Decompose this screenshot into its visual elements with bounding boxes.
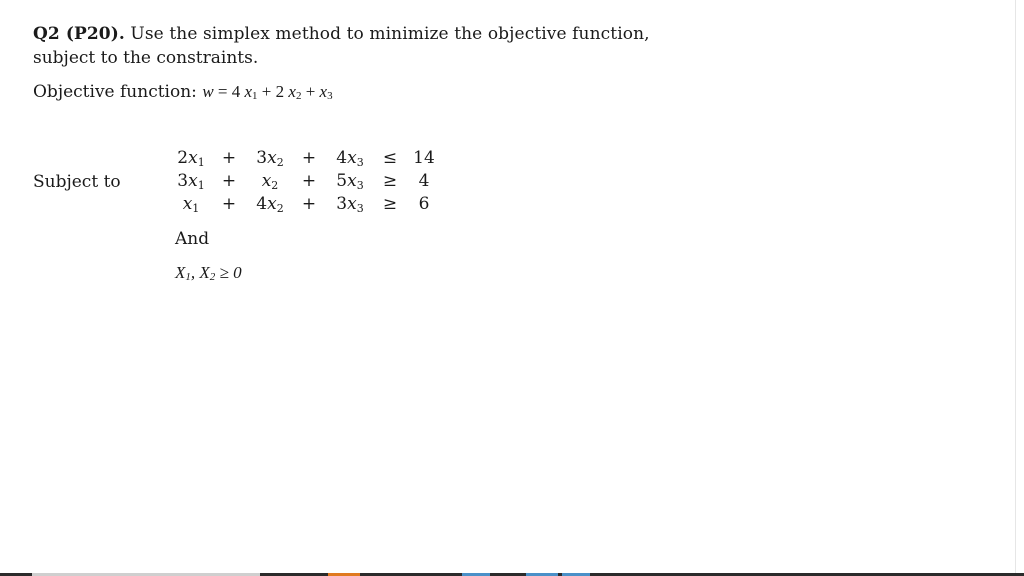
constraint-term-x2: x2: [261, 171, 279, 192]
constraint-term-x3: 3x3: [336, 194, 364, 215]
and-label: And: [175, 229, 210, 249]
constraint-term-x2: 4x2: [256, 194, 284, 215]
question-label: Q2 (P20).: [33, 24, 125, 44]
objective-x2: x: [288, 82, 296, 101]
right-scroll-edge[interactable]: [1015, 0, 1024, 576]
constraint-plus: +: [221, 148, 237, 168]
objective-x1: x: [244, 82, 253, 101]
constraint-term-x1: 3x1: [177, 171, 205, 192]
constraint-plus: +: [301, 148, 317, 168]
constraint-plus: +: [221, 171, 237, 191]
objective-x3-sub: 3: [327, 90, 333, 102]
nonnegativity-constraint: X1, X2 ≥ 0: [175, 263, 242, 283]
constraint-relation: ≥: [382, 194, 398, 214]
constraint-relation: ≤: [382, 148, 398, 168]
subject-to-label: Subject to: [33, 172, 121, 192]
question-line-1: [33, 24, 650, 44]
objective-expression: [202, 82, 332, 101]
constraint-rhs: 4: [418, 171, 430, 191]
constraint-term-x3: 4x3: [336, 148, 364, 169]
question-line-2: subject to the constraints.: [33, 48, 259, 68]
constraint-rhs: 14: [413, 148, 435, 168]
objective-eq: = 4: [213, 82, 245, 101]
constraint-term-x2: 3x2: [256, 148, 284, 169]
constraint-rhs: 6: [418, 194, 430, 214]
constraint-plus: +: [301, 194, 317, 214]
objective-prefix: Objective function:: [33, 82, 203, 102]
objective-plus2: +: [301, 82, 320, 101]
constraint-term-x3: 5x3: [336, 171, 364, 192]
objective-lhs: w: [202, 82, 214, 101]
constraint-plus: +: [221, 194, 237, 214]
objective-x2-sub: 2: [295, 90, 302, 102]
question-text-1: Use the simplex method to minimize the objective function,: [130, 24, 650, 44]
objective-function: [33, 82, 333, 102]
constraint-term-x1: x1: [182, 194, 200, 215]
constraint-plus: +: [301, 171, 317, 191]
objective-x1-sub: 1: [252, 90, 258, 102]
objective-plus1: + 2: [257, 82, 289, 101]
constraint-term-x1: 2x1: [177, 148, 205, 169]
objective-x3: x: [319, 82, 328, 101]
constraint-relation: ≥: [382, 171, 398, 191]
